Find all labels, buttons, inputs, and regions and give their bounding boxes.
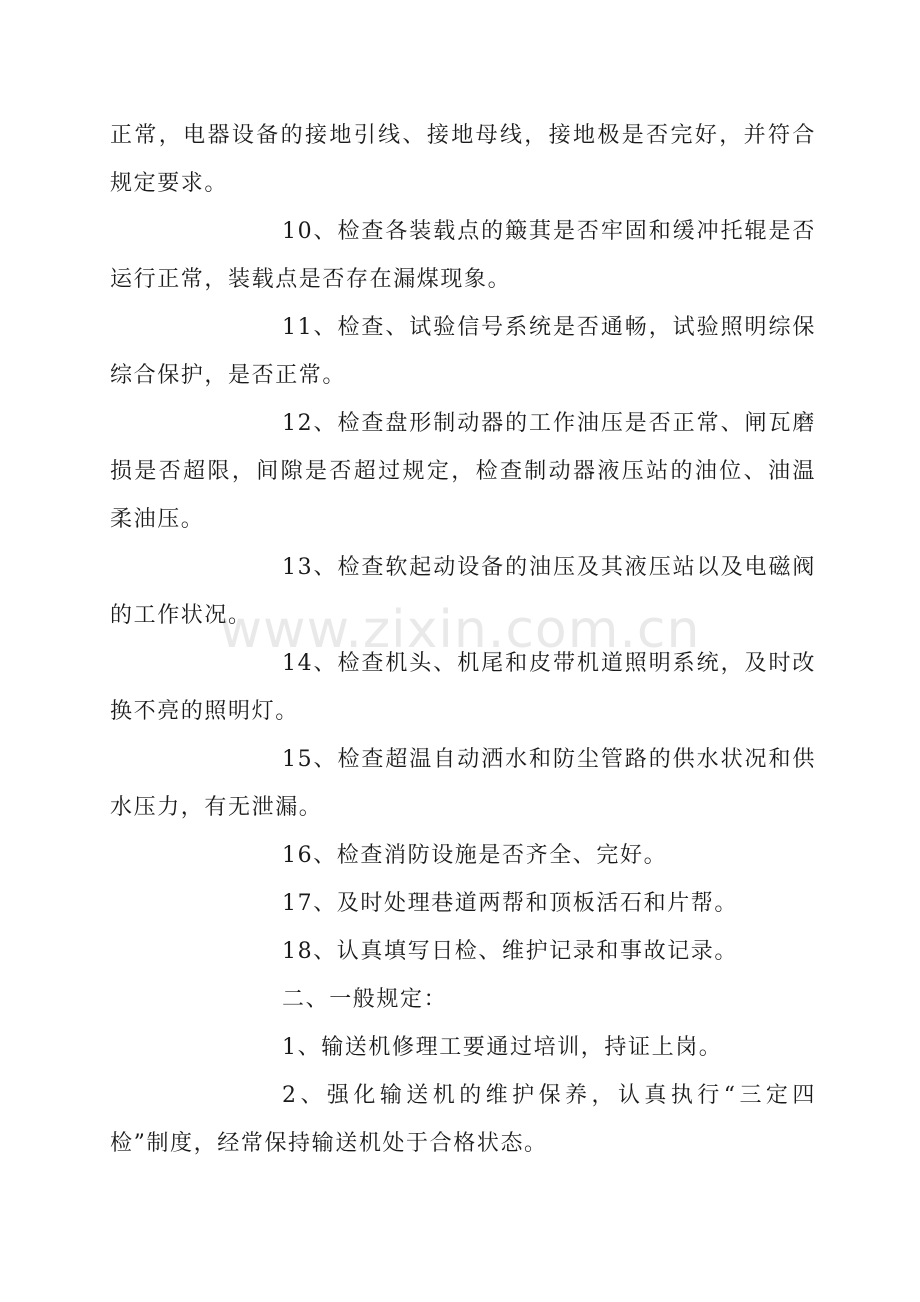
watermark-text: www.zixin.com.cn xyxy=(219,600,701,660)
paragraph-item-13: 13、检查软起动设备的油压及其液压站以及电磁阀的工作状况。 xyxy=(110,555,816,628)
paragraph-item-9-continued: 正常，电器设备的接地引线、接地母线，接地极是否完好，并符合规定要求。 xyxy=(110,123,816,196)
document-body xyxy=(110,112,816,1168)
paragraph-rule-2: 2、强化输送机的维护保养，认真执行“三定四检”制度，经常保持输送机处于合格状态。 xyxy=(110,1083,816,1156)
section-heading-general-rules: 二、一般规定： xyxy=(282,987,448,1012)
paragraph-item-14: 14、检查机头、机尾和皮带机道照明系统，及时改换不亮的照明灯。 xyxy=(110,651,816,724)
paragraph-item-17: 17、及时处理巷道两帮和顶板活石和片帮。 xyxy=(282,891,738,916)
paragraph-item-11: 11、检查、试验信号系统是否通畅，试验照明综保综合保护，是否正常。 xyxy=(110,315,816,388)
paragraph-rule-1: 1、输送机修理工要通过培训，持证上岗。 xyxy=(282,1035,723,1060)
paragraph-item-10: 10、检查各装载点的簸萁是否牢固和缓冲托辊是否运行正常，装载点是否存在漏煤现象。 xyxy=(110,219,816,292)
paragraph-item-18: 18、认真填写日检、维护记录和事故记录。 xyxy=(282,939,738,964)
paragraph-item-15: 15、检查超温自动洒水和防尘管路的供水状况和供水压力，有无泄漏。 xyxy=(110,747,816,820)
paragraph-item-12: 12、检查盘形制动器的工作油压是否正常、闸瓦磨损是否超限，间隙是否超过规定，检查制动器液压站的油位、油温柔油压。 xyxy=(110,411,816,532)
paragraph-item-16: 16、检查消防设施是否齐全、完好。 xyxy=(282,843,668,868)
